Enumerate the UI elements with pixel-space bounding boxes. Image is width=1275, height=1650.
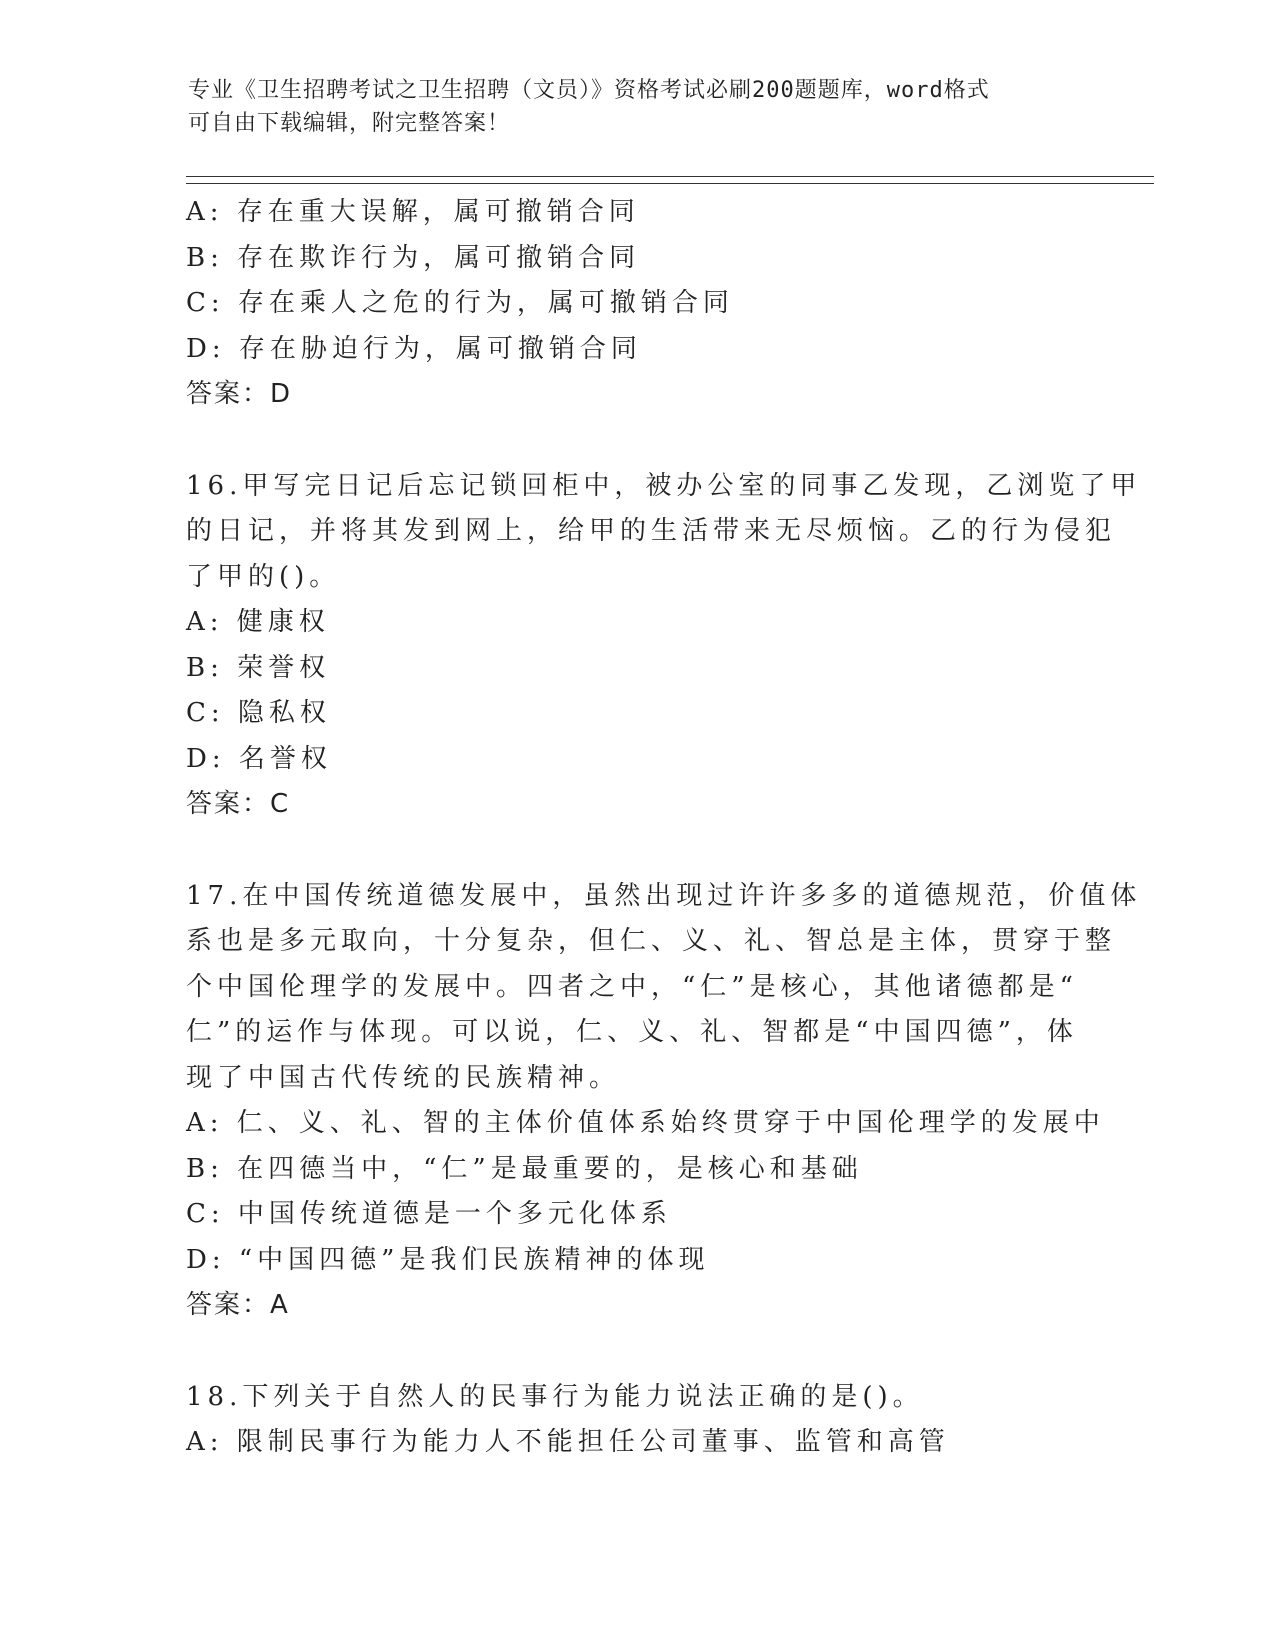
option-a: A: 仁、义、礼、智的主体价值体系始终贯穿于中国伦理学的发展中	[186, 1108, 1105, 1138]
question-stem-line: 16.甲写完日记后忘记锁回柜中，被办公室的同事乙发现，乙浏览了甲	[186, 470, 1142, 501]
question-spacer	[186, 418, 1086, 464]
question-stem-line: 了甲的()。	[186, 561, 341, 592]
question-16	[186, 464, 1142, 828]
option-a: A: 健康权	[186, 607, 330, 637]
option-b: B: 在四德当中，“仁”是最重要的，是核心和基础	[186, 1153, 863, 1184]
question-stem-line: 现了中国古代传统的民族精神。	[186, 1062, 621, 1093]
option-d: D: “中国四德”是我们民族精神的体现	[186, 1244, 710, 1275]
option-b: B: 存在欺诈行为，属可撤销合同	[186, 242, 641, 273]
document-header	[188, 74, 1068, 140]
answer-line: 答案：A	[186, 1290, 290, 1320]
header-title-line-1: 专业《卫生招聘考试之卫生招聘（文员）》资格考试必刷200题题库，word格式	[188, 78, 990, 103]
question-stem-line: 的日记，并将其发到网上，给甲的生活带来无尽烦恼。乙的行为侵犯	[186, 516, 1117, 546]
option-d: D: 名誉权	[186, 743, 332, 774]
question-17	[186, 874, 1142, 1329]
question-spacer	[186, 1329, 1086, 1375]
question-stem-line: 18.下列关于自然人的民事行为能力说法正确的是()。	[186, 1381, 924, 1412]
option-b: B: 荣誉权	[186, 652, 331, 683]
question-stem-line: 个中国伦理学的发展中。四者之中，“仁”是核心，其他诸德都是“	[186, 971, 1078, 1002]
question-stem-line: 仁”的运作与体现。可以说，仁、义、礼、智都是“中国四德”，体	[186, 1017, 1078, 1047]
question-stem-line: 17.在中国传统道德发展中，虽然出现过许许多多的道德规范，价值体	[186, 880, 1142, 911]
question-stem-line: 系也是多元取向，十分复杂，但仁、义、礼、智总是主体，贯穿于整	[186, 926, 1117, 956]
answer-line: 答案：D	[186, 379, 293, 409]
option-c: C: 存在乘人之危的行为，属可撤销合同	[186, 288, 734, 318]
header-divider-bottom	[186, 183, 1154, 184]
option-c: C: 隐私权	[186, 698, 331, 728]
option-c: C: 中国传统道德是一个多元化体系	[186, 1199, 672, 1229]
option-d: D: 存在胁迫行为，属可撤销合同	[186, 333, 642, 364]
option-a: A: 存在重大误解，属可撤销合同	[186, 197, 640, 227]
header-title-line-2: 可自由下载编辑，附完整答案！	[188, 111, 511, 136]
question-spacer	[186, 828, 1086, 874]
question-18	[186, 1375, 1086, 1466]
answer-line: 答案：C	[186, 789, 291, 819]
question-content	[186, 190, 1142, 1466]
question-15	[186, 190, 1086, 418]
option-a: A: 限制民事行为能力人不能担任公司董事、监管和高管	[186, 1427, 950, 1457]
header-divider-top	[186, 176, 1154, 177]
